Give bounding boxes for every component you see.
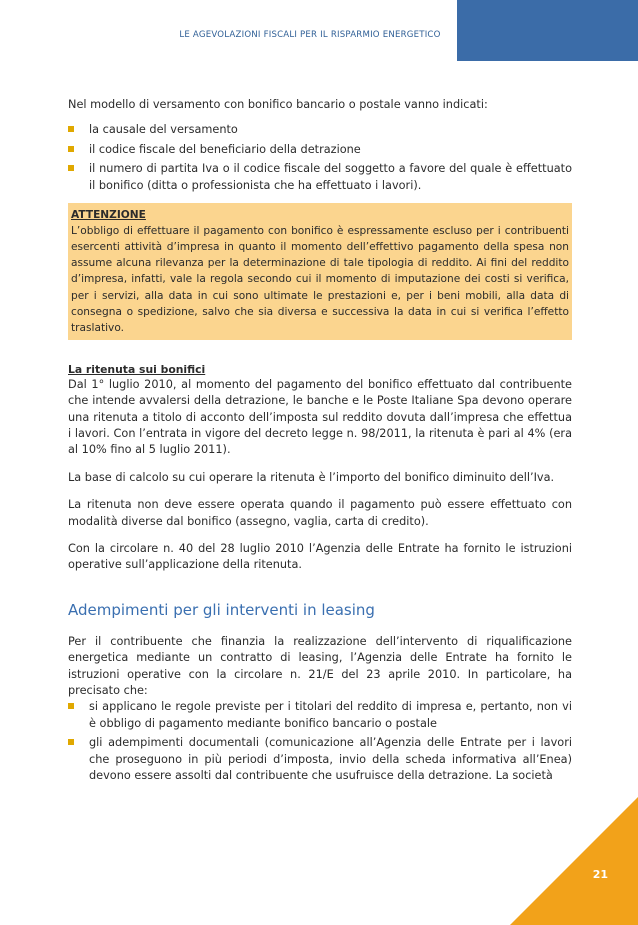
leasing-list [68, 699, 572, 784]
list-item: la causale del versamento [68, 122, 572, 138]
ritenuta-paragraph-1: Dal 1° luglio 2010, al momento del pagamento del bonifico effettuato dal contribuente che intende avvalersi della detrazione, le banche e le Poste Italiane Spa devono operare una ritenuta a titolo di acconto dell’imposta sul reddito dovuta dall’impresa che effettua i lavori. Con l’entrata in vigore del decreto legge n. 98/2011, la ritenuta è pari al 4% (era al 10% fino al 5 luglio 2011). [68, 377, 572, 457]
square-bullet-icon [68, 703, 74, 709]
list-item: gli adempimenti documentali (comunicazione all’Agenzia delle Entrate per i lavori che proseguono in più periodi d’imposta, invio della scheda informativa all’Enea) devono essere assolti dal contribuente che usufruisce della detrazione. La società [68, 735, 572, 784]
list-item: si applicano le regole previste per i titolari del reddito di impresa e, pertanto, non vi è obbligo di pagamento mediante bonifico bancario o postale [68, 699, 572, 732]
attention-title: ATTENZIONE [71, 209, 146, 222]
list-item: il codice fiscale del beneficiario della detrazione [68, 142, 572, 158]
ritenuta-paragraph-3: La ritenuta non deve essere operata quando il pagamento può essere effettuato con modalità diverse dal bonifico (assegno, vaglia, carta di credito). [68, 498, 572, 528]
intro-paragraph: Nel modello di versamento con bonifico bancario o postale vanno indicati: [68, 98, 488, 111]
square-bullet-icon [68, 165, 74, 171]
corner-triangle [510, 797, 638, 925]
list-item: il numero di partita Iva o il codice fiscale del soggetto a favore del quale è effettuato il bonifico (ditta o professionista che ha effettuato i lavori). [68, 161, 572, 194]
leasing-paragraph: Per il contribuente che finanzia la realizzazione dell’intervento di riqualificazione energetica mediante un contratto di leasing, l’Agenzia delle Entrate ha fornito le istruzioni operative con la circolare n. 21/E del 23 aprile 2010. In particolare, ha precisato che: [68, 634, 572, 698]
square-bullet-icon [68, 146, 74, 152]
running-header: LE AGEVOLAZIONI FISCALI PER IL RISPARMIO ENERGETICO [179, 30, 441, 40]
ritenuta-paragraph-2: La base di calcolo su cui operare la ritenuta è l’importo del bonifico diminuito dell’Iva. [68, 470, 555, 484]
page-number: 21 [592, 868, 608, 881]
attention-text: L’obbligo di effettuare il pagamento con bonifico è espressamente escluso per i contribuenti esercenti attività d’impresa in quanto il momento dell’effettivo pagamento della spesa non assume alcuna rilevanza per la determinazione di tale tipologia di reddito. Ai fini del reddito d’impresa, infatti, vale la regola secondo cui il momento di imputazione dei costi si verifica, per i servizi, alla data in cui sono ultimate le prestazioni e, per i beni mobili, alla data di consegna o spedizione, salvo che sia diversa e successiva la data in cui si verifica l’effetto traslativo. [71, 225, 569, 334]
attention-box [68, 203, 572, 340]
page-content [68, 97, 572, 788]
payment-info-list [68, 122, 572, 194]
square-bullet-icon [68, 126, 74, 132]
ritenuta-heading: La ritenuta sui bonifici [68, 362, 206, 376]
ritenuta-paragraph-4: Con la circolare n. 40 del 28 luglio 2010 l’Agenzia delle Entrate ha fornito le istruzioni operative sull’applicazione della ritenuta. [68, 542, 572, 572]
square-bullet-icon [68, 739, 74, 745]
leasing-section-title: Adempimenti per gli interventi in leasing [68, 600, 375, 619]
